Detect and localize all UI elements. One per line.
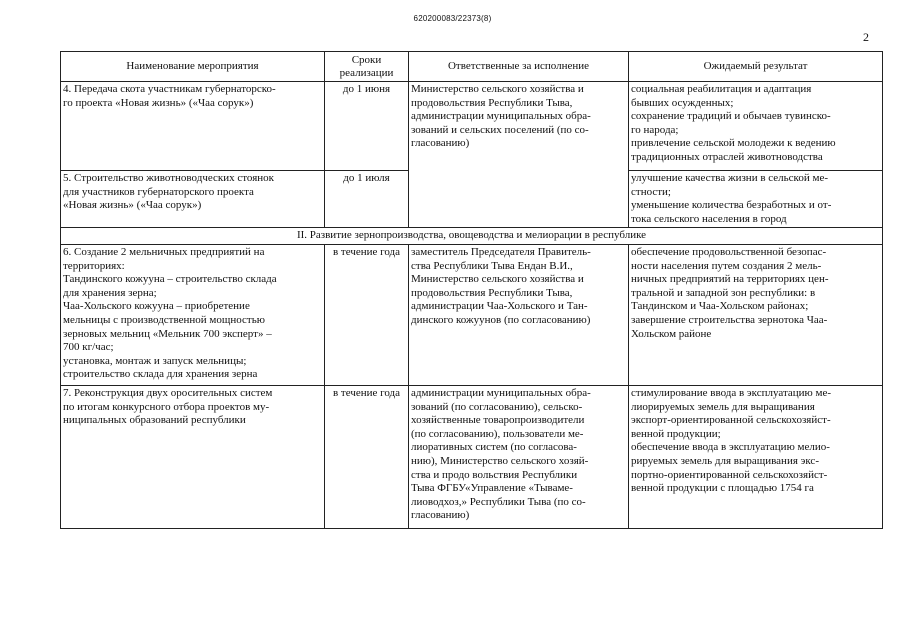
cell-line: ниципальных образований республики — [63, 414, 246, 427]
cell-line: обеспечение продовольственной безопас- — [631, 245, 827, 258]
cell-line: уменьшение количества безработных и от- — [631, 199, 832, 212]
result-cell — [629, 171, 883, 228]
deadline-cell: в течение года — [325, 385, 409, 528]
measure-cell — [61, 385, 325, 528]
cell-line: администрации муниципальных обра- — [411, 386, 591, 399]
cell-line: лиорируемых земель для выращивания — [631, 400, 815, 413]
measure-cell — [61, 244, 325, 385]
cell-line: заместитель Председателя Правитель- — [411, 245, 591, 258]
cell-line: зований (по согласованию), сельско- — [411, 400, 583, 413]
section-row — [61, 228, 883, 245]
cell-line: гласованию) — [411, 137, 470, 150]
cell-line: рируемых земель для выращивания экс- — [631, 454, 819, 467]
header-result: Ожидаемый результат — [629, 52, 883, 82]
cell-line: хозяйственные товаропроизводители — [411, 414, 585, 427]
cell-line: сохранение традиций и обычаев тувинско- — [631, 110, 831, 123]
cell-line: завершение строительства зернотока Чаа- — [631, 313, 828, 326]
table-row — [61, 82, 883, 171]
table-row — [61, 244, 883, 385]
header-deadline: Сроки реализации — [325, 52, 409, 82]
cell-line: 5. Строительство животноводческих стоянок — [63, 172, 275, 184]
table-header-row — [61, 52, 883, 82]
cell-line: ства Республики Тыва Ендан В.И., — [411, 259, 573, 272]
cell-line: 700 кг/час; — [63, 341, 114, 354]
cell-line: Чаа-Хольского кожууна – приобретение — [63, 300, 250, 313]
cell-line: администрации Чаа-Хольского и Тан- — [411, 300, 588, 313]
cell-line: экспорт-ориентированной сельскохозяйст- — [631, 414, 831, 427]
cell-line: «Новая жизнь» («Чаа сорук») — [63, 199, 202, 212]
cell-line: тока сельского населения в город — [631, 212, 787, 225]
cell-line: венной продукции с площадью 1754 га — [631, 482, 814, 495]
cell-line: администрации муниципальных обра- — [411, 110, 591, 123]
cell-line: го народа; — [631, 123, 679, 136]
measure-cell — [61, 82, 325, 171]
cell-line: для хранения зерна; — [63, 286, 157, 299]
cell-line: социальная реабилитация и адаптация — [631, 83, 812, 95]
cell-line: стности; — [631, 185, 671, 198]
measures-table — [60, 51, 883, 529]
cell-line: по итогам конкурсного отбора проектов му- — [63, 400, 270, 413]
cell-line: го проекта «Новая жизнь» («Чаа сорук») — [63, 96, 254, 109]
measure-cell — [61, 171, 325, 228]
cell-line: портно-ориентированной сельскохозяйст- — [631, 468, 828, 481]
cell-line: для участников губернаторского проекта — [63, 185, 254, 198]
section-title: II. Развитие зернопроизводства, овощеводства и мелиорации в республике — [61, 228, 883, 245]
page-number: 2 — [863, 30, 869, 44]
cell-line: установка, монтаж и запуск мельницы; — [63, 354, 247, 367]
responsible-cell — [409, 385, 629, 528]
cell-line: Хольском районе — [631, 327, 712, 340]
document-id: 620200083/22373(8) — [413, 14, 492, 23]
cell-line: зований и сельских поселений (по со- — [411, 123, 589, 136]
responsible-cell — [409, 82, 629, 228]
result-cell — [629, 244, 883, 385]
deadline-cell: в течение года — [325, 244, 409, 385]
cell-line: гласованию) — [411, 509, 470, 522]
cell-line: Тыва ФГБУ«Управление «Тываме- — [411, 482, 573, 495]
cell-line: строительство склада для хранения зерна — [63, 368, 258, 381]
cell-line: Министерство сельского хозяйства и — [411, 273, 584, 286]
cell-line: лиоративных систем (по согласова- — [411, 441, 577, 454]
cell-line: территориях: — [63, 259, 125, 272]
cell-line: лиоводхоз,» Республики Тыва (по со- — [411, 495, 586, 508]
cell-line: привлечение сельской молодежи к ведению — [631, 137, 836, 150]
table-row — [61, 385, 883, 528]
cell-line: 7. Реконструкция двух оросительных систем — [63, 386, 273, 399]
cell-line: Министерство сельского хозяйства и — [411, 83, 584, 95]
responsible-cell — [409, 244, 629, 385]
deadline-cell: до 1 июня — [325, 82, 409, 171]
cell-line: Тандинском и Чаа-Хольском районах; — [631, 300, 809, 313]
cell-line: 4. Передача скота участникам губернаторско- — [63, 83, 276, 95]
cell-line: венной продукции; — [631, 427, 721, 440]
cell-line: 6. Создание 2 мельничных предприятий на — [63, 245, 265, 258]
deadline-cell: до 1 июля — [325, 171, 409, 228]
cell-line: ства и продо вольствия Республики — [411, 468, 578, 481]
cell-line: обеспечение ввода в эксплуатацию мелио- — [631, 441, 830, 454]
cell-line: ности населения путем создания 2 мель- — [631, 259, 822, 272]
cell-line: стимулирование ввода в эксплуатацию ме- — [631, 386, 832, 399]
cell-line: улучшение качества жизни в сельской ме- — [631, 172, 828, 184]
cell-line: продовольствия Республики Тыва, — [411, 286, 573, 299]
result-cell — [629, 82, 883, 171]
cell-line: (по согласованию), пользователи ме- — [411, 427, 584, 440]
cell-line: нию), Министерство сельского хозяй- — [411, 454, 589, 467]
cell-line: мельницы с производственной мощностью — [63, 313, 265, 326]
cell-line: традиционных отраслей животноводства — [631, 150, 823, 163]
header-measure: Наименование мероприятия — [61, 52, 325, 82]
cell-line: зерновых мельниц «Мельник 700 эксперт» – — [63, 327, 272, 340]
cell-line: продовольствия Республики Тыва, — [411, 96, 573, 109]
result-cell — [629, 385, 883, 528]
cell-line: Тандинского кожууна – строительство склада — [63, 273, 277, 286]
header-responsible: Ответственные за исполнение — [409, 52, 629, 82]
cell-line: бывших осужденных; — [631, 96, 734, 109]
cell-line: ничных предприятий на территориях цен- — [631, 273, 829, 286]
cell-line: тральной и западной зон республики: в — [631, 286, 816, 299]
cell-line: динского кожуунов (по согласованию) — [411, 313, 591, 326]
